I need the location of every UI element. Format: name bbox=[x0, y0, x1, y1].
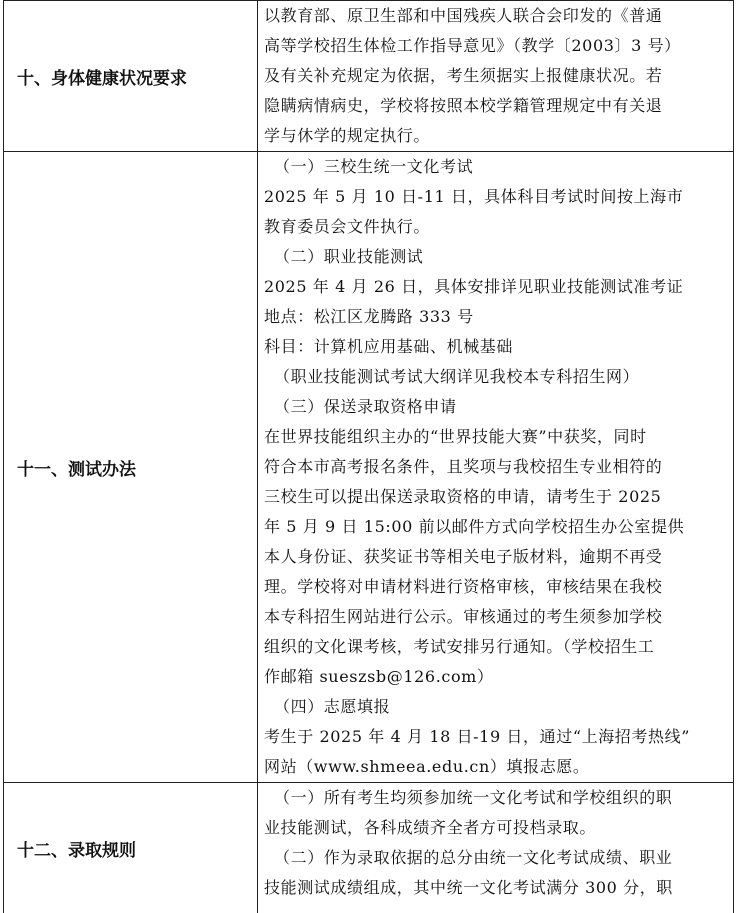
content-line: 组织的文化课考核，考试安排另行通知。（学校招生工 bbox=[264, 637, 654, 656]
content-line: 作邮箱 sueszsb@126.com） bbox=[264, 667, 494, 686]
content-line: 本人身份证、获奖证书等相关电子版材料，逾期不再受 bbox=[264, 547, 662, 566]
row-content-admission bbox=[258, 783, 734, 913]
table-row bbox=[4, 152, 734, 783]
content-line: 高等学校招生体检工作指导意见》（教学〔2003〕3 号） bbox=[264, 36, 681, 55]
content-line: 在世界技能组织主办的“世界技能大赛”中获奖，同时 bbox=[264, 427, 647, 446]
content-line: 地点：松江区龙腾路 333 号 bbox=[264, 307, 474, 326]
table-row bbox=[4, 1, 734, 152]
content-line: 符合本市高考报名条件，且奖项与我校招生专业相符的 bbox=[264, 457, 662, 476]
content-line: 及有关补充规定为依据，考生须据实上报健康状况。若 bbox=[264, 66, 662, 85]
row-label-health: 十、身体健康状况要求 bbox=[4, 1, 258, 152]
content-line: 网站（www.shmeea.edu.cn）填报志愿。 bbox=[264, 757, 590, 776]
row-content-test bbox=[258, 152, 734, 783]
content-line: 2025 年 4 月 26 日，具体安排详见职业技能测试准考证 bbox=[264, 277, 683, 296]
content-line: 2025 年 5 月 10 日-11 日，具体科目考试时间按上海市 bbox=[264, 187, 683, 206]
row-label-admission: 十二、录取规则 bbox=[4, 783, 258, 913]
content-line: 理。学校将对申请材料进行资格审核，审核结果在我校 bbox=[264, 577, 662, 596]
content-line: 以教育部、原卫生部和中国残疾人联合会印发的《普通 bbox=[264, 6, 662, 25]
content-line: 教育委员会文件执行。 bbox=[264, 217, 430, 236]
content-line: （一）所有考生均须参加统一文化考试和学校组织的职 bbox=[264, 783, 729, 813]
content-line: 本专科招生网站进行公示。审核通过的考生须参加学校 bbox=[264, 607, 662, 626]
content-line: 三校生可以提出保送录取资格的申请，请考生于 2025 bbox=[264, 487, 661, 506]
content-line: 隐瞒病情病史，学校将按照本校学籍管理规定中有关退 bbox=[264, 96, 662, 115]
section-heading: （四）志愿填报 bbox=[264, 692, 729, 722]
content-line: （二）作为录取依据的总分由统一文化考试成绩、职业 bbox=[264, 843, 729, 873]
section-heading: （一）三校生统一文化考试 bbox=[264, 152, 729, 182]
section-heading: （二）职业技能测试 bbox=[264, 242, 729, 272]
content-line: 业技能测试，各科成绩齐全者方可投档录取。 bbox=[264, 818, 596, 837]
content-line: 年 5 月 9 日 15:00 前以邮件方式向学校招生办公室提供 bbox=[264, 517, 684, 536]
row-label-test: 十一、测试办法 bbox=[4, 152, 258, 783]
table-row bbox=[4, 783, 734, 913]
row-content-health bbox=[258, 1, 734, 152]
content-line: 学与休学的规定执行。 bbox=[264, 126, 430, 145]
content-line: 科目：计算机应用基础、机械基础 bbox=[264, 337, 513, 356]
admissions-table bbox=[3, 0, 734, 913]
content-line: 技能测试成绩组成，其中统一文化考试满分 300 分，职 bbox=[264, 878, 673, 897]
section-heading: （三）保送录取资格申请 bbox=[264, 392, 729, 422]
content-line: 考生于 2025 年 4 月 18 日-19 日，通过“上海招考热线” bbox=[264, 727, 690, 746]
content-line: （职业技能测试考试大纲详见我校本专科招生网） bbox=[264, 362, 729, 392]
